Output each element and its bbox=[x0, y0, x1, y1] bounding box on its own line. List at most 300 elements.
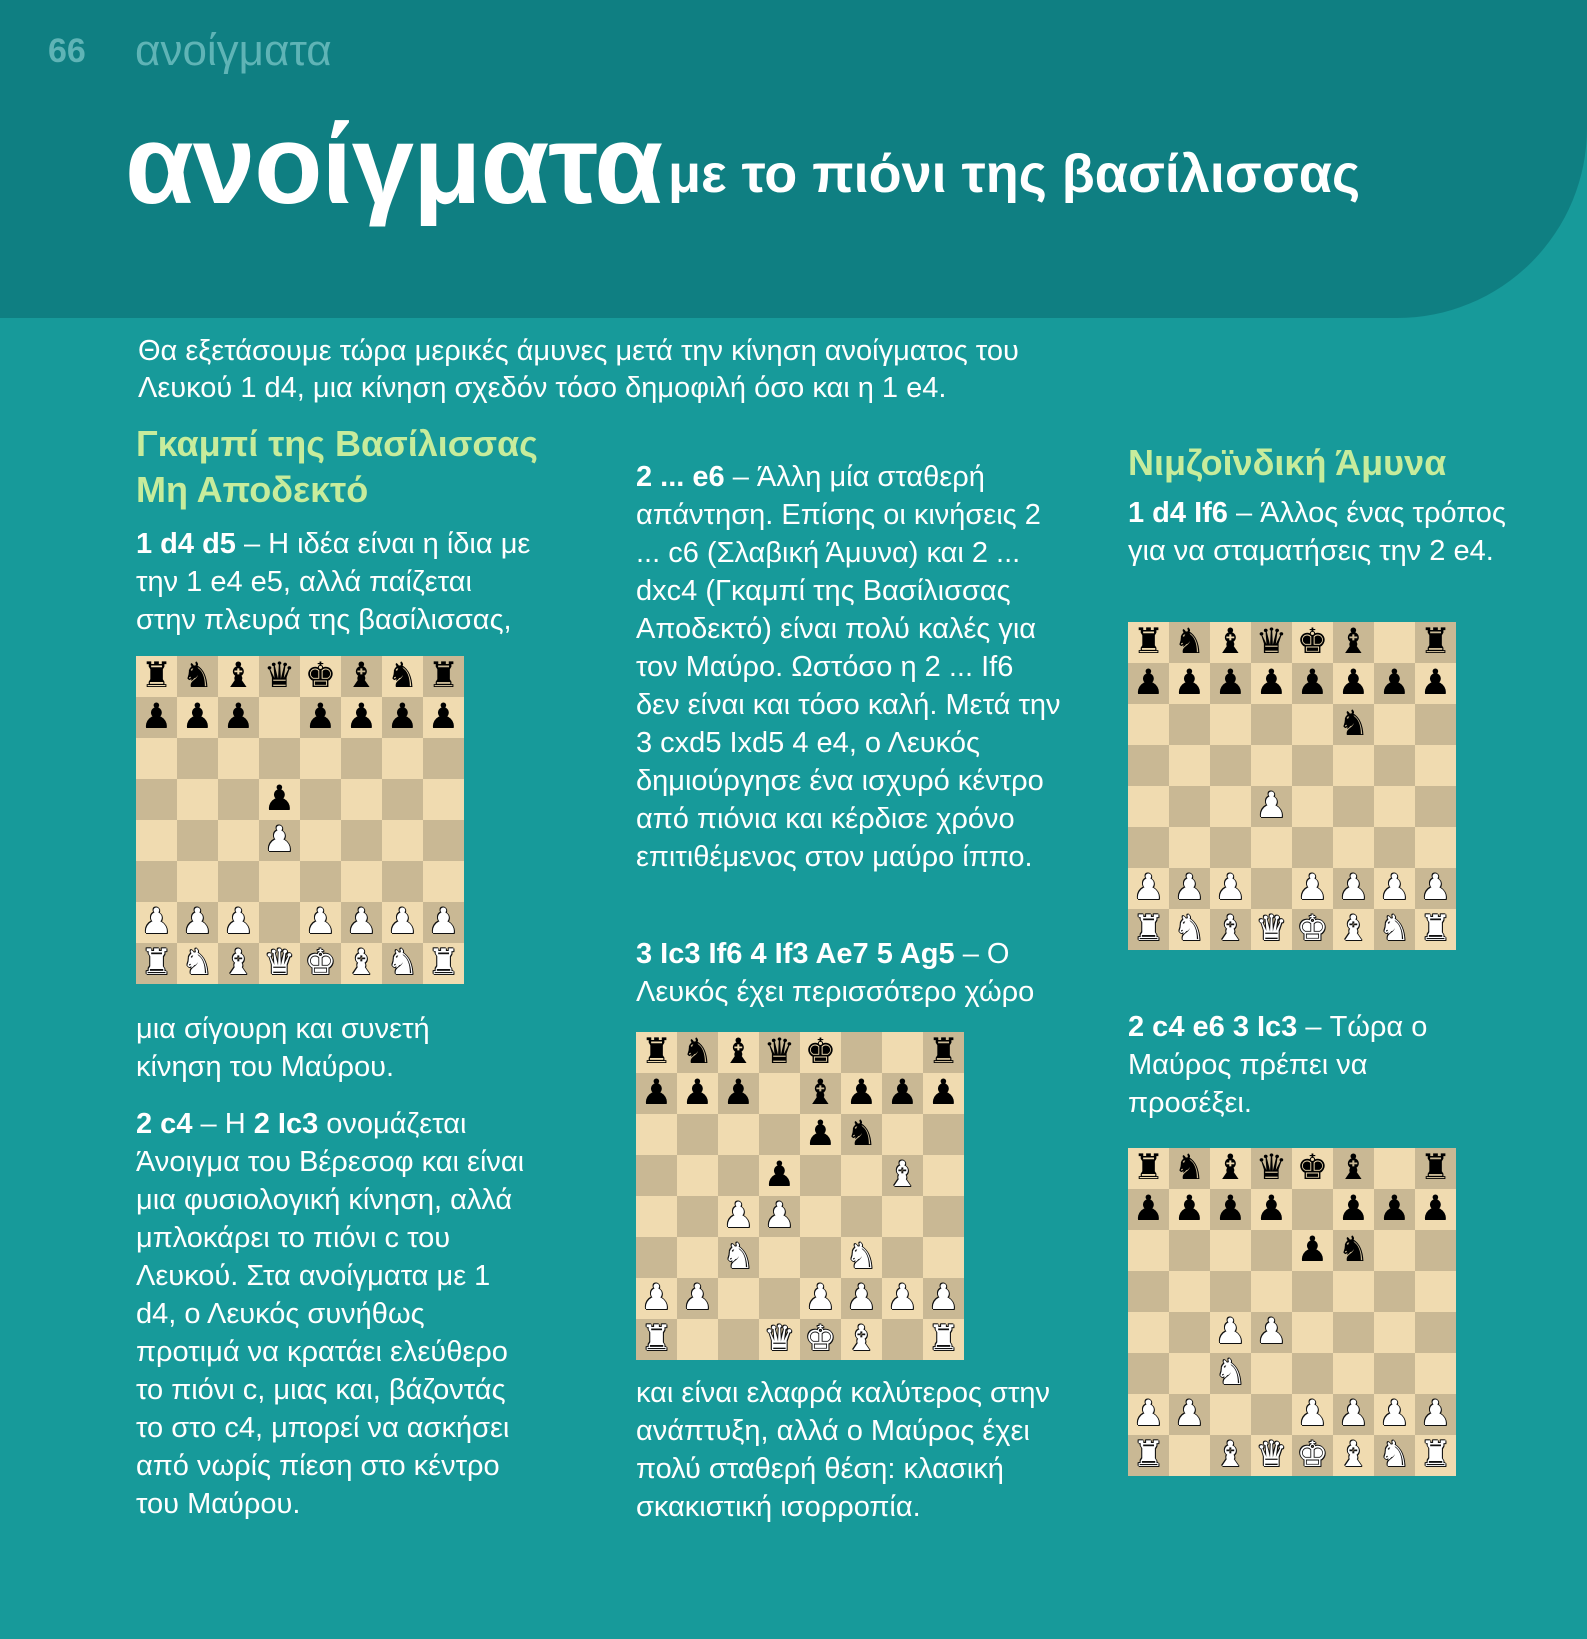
chess-board-1 bbox=[136, 656, 464, 984]
move-notation: 1 d4 If6 bbox=[1128, 497, 1228, 529]
board-square bbox=[1210, 1312, 1251, 1353]
board-square bbox=[923, 1032, 964, 1073]
board-square bbox=[1415, 827, 1456, 868]
board-square bbox=[1169, 1435, 1210, 1476]
board-square bbox=[1292, 1148, 1333, 1189]
board-square bbox=[1210, 1148, 1251, 1189]
board-square bbox=[1415, 1230, 1456, 1271]
board-square bbox=[1292, 1435, 1333, 1476]
white-king-icon: ♚ bbox=[304, 943, 337, 983]
move-notation: 1 d4 d5 bbox=[136, 528, 236, 560]
board-square bbox=[1374, 827, 1415, 868]
white-pawn-icon: ♟ bbox=[1214, 1312, 1247, 1352]
board-square bbox=[1374, 1435, 1415, 1476]
board-square bbox=[1210, 909, 1251, 950]
black-bishop-icon: ♝ bbox=[804, 1073, 837, 1113]
board-square bbox=[800, 1278, 841, 1319]
white-pawn-icon: ♟ bbox=[1337, 868, 1370, 908]
board-square bbox=[1374, 1394, 1415, 1435]
board-square bbox=[1415, 1312, 1456, 1353]
white-bishop-icon: ♝ bbox=[1214, 909, 1247, 949]
board-square bbox=[177, 738, 218, 779]
black-pawn-icon: ♟ bbox=[1419, 1189, 1452, 1229]
board-square bbox=[177, 820, 218, 861]
white-pawn-icon: ♟ bbox=[181, 902, 214, 942]
board-square bbox=[1333, 663, 1374, 704]
running-title: ανοίγματα bbox=[135, 26, 332, 75]
board-square bbox=[800, 1196, 841, 1237]
white-rook-icon: ♜ bbox=[1419, 909, 1452, 949]
board-square bbox=[1374, 786, 1415, 827]
board-square bbox=[177, 943, 218, 984]
board-square bbox=[382, 738, 423, 779]
white-pawn-icon: ♟ bbox=[1255, 1312, 1288, 1352]
board-square bbox=[1169, 1230, 1210, 1271]
board-square bbox=[1251, 663, 1292, 704]
board-square bbox=[1333, 1189, 1374, 1230]
board-square bbox=[1251, 704, 1292, 745]
board-square bbox=[136, 697, 177, 738]
board-square bbox=[1415, 1353, 1456, 1394]
board-square bbox=[1374, 868, 1415, 909]
board-square bbox=[677, 1032, 718, 1073]
board-square bbox=[718, 1114, 759, 1155]
board-square bbox=[1210, 663, 1251, 704]
board-square bbox=[636, 1319, 677, 1360]
black-pawn-icon: ♟ bbox=[845, 1073, 878, 1113]
board-square bbox=[423, 820, 464, 861]
white-pawn-icon: ♟ bbox=[845, 1278, 878, 1318]
board-square bbox=[1292, 745, 1333, 786]
board-square bbox=[841, 1032, 882, 1073]
board-square bbox=[1251, 909, 1292, 950]
board-square bbox=[1415, 1189, 1456, 1230]
black-knight-icon: ♞ bbox=[1337, 704, 1370, 744]
board-square bbox=[882, 1155, 923, 1196]
heading-nimzo-indian: Νιμζοϊνδική Άμυνα bbox=[1128, 442, 1447, 483]
board-square bbox=[1169, 909, 1210, 950]
board-square bbox=[800, 1319, 841, 1360]
board-square bbox=[1251, 1148, 1292, 1189]
white-pawn-icon: ♟ bbox=[427, 902, 460, 942]
board-square bbox=[382, 656, 423, 697]
board-square bbox=[923, 1114, 964, 1155]
board-square bbox=[718, 1196, 759, 1237]
board-square bbox=[1128, 909, 1169, 950]
move-notation: 2 c4 bbox=[136, 1108, 193, 1140]
board-square bbox=[341, 902, 382, 943]
board-square bbox=[341, 779, 382, 820]
board-square bbox=[259, 779, 300, 820]
board-square bbox=[136, 861, 177, 902]
paragraph-text: – Η bbox=[200, 1108, 246, 1140]
board-square bbox=[759, 1155, 800, 1196]
board-square bbox=[1374, 745, 1415, 786]
board-square bbox=[1292, 1271, 1333, 1312]
board-square bbox=[341, 861, 382, 902]
board-square bbox=[841, 1237, 882, 1278]
board-square bbox=[1415, 663, 1456, 704]
white-king-icon: ♚ bbox=[804, 1319, 837, 1359]
board-square bbox=[259, 697, 300, 738]
board-square bbox=[300, 820, 341, 861]
board-square bbox=[1374, 704, 1415, 745]
board-square bbox=[882, 1278, 923, 1319]
board-square bbox=[341, 943, 382, 984]
board-square bbox=[636, 1196, 677, 1237]
board-square bbox=[718, 1155, 759, 1196]
board-square bbox=[759, 1278, 800, 1319]
board-square bbox=[1128, 1230, 1169, 1271]
black-knight-icon: ♞ bbox=[845, 1114, 878, 1154]
board-square bbox=[341, 697, 382, 738]
board-square bbox=[759, 1237, 800, 1278]
board-square bbox=[259, 943, 300, 984]
board-square bbox=[1128, 1394, 1169, 1435]
board-square bbox=[1333, 1353, 1374, 1394]
board-square bbox=[177, 861, 218, 902]
white-pawn-icon: ♟ bbox=[1132, 868, 1165, 908]
board-square bbox=[423, 902, 464, 943]
board-square bbox=[1292, 909, 1333, 950]
black-pawn-icon: ♟ bbox=[886, 1073, 919, 1113]
black-rook-icon: ♜ bbox=[1419, 1148, 1452, 1188]
board-square bbox=[382, 861, 423, 902]
black-king-icon: ♚ bbox=[1296, 1148, 1329, 1188]
board-square bbox=[1333, 622, 1374, 663]
black-queen-icon: ♛ bbox=[1255, 622, 1288, 662]
white-bishop-icon: ♝ bbox=[886, 1155, 919, 1195]
board-square bbox=[1251, 1435, 1292, 1476]
heading-line-1: Γκαμπί της Βασίλισσας bbox=[136, 423, 538, 464]
board-square bbox=[341, 738, 382, 779]
black-pawn-icon: ♟ bbox=[1214, 663, 1247, 703]
board-square bbox=[1210, 1271, 1251, 1312]
move-notation: 2 c4 e6 3 Ic3 bbox=[1128, 1011, 1298, 1043]
black-pawn-icon: ♟ bbox=[1296, 1230, 1329, 1270]
white-pawn-icon: ♟ bbox=[263, 820, 296, 860]
white-pawn-icon: ♟ bbox=[140, 902, 173, 942]
black-pawn-icon: ♟ bbox=[427, 697, 460, 737]
board-square bbox=[1333, 1230, 1374, 1271]
black-bishop-icon: ♝ bbox=[1214, 622, 1247, 662]
board-square bbox=[1374, 1148, 1415, 1189]
board-square bbox=[1333, 745, 1374, 786]
board-square bbox=[1128, 827, 1169, 868]
board-square bbox=[677, 1237, 718, 1278]
move-notation: 3 Ic3 If6 4 If3 Ae7 5 Ag5 bbox=[636, 938, 955, 970]
board-square bbox=[1169, 868, 1210, 909]
white-rook-icon: ♜ bbox=[1132, 1435, 1165, 1475]
black-king-icon: ♚ bbox=[304, 656, 337, 696]
board-square bbox=[800, 1237, 841, 1278]
chess-board-2 bbox=[636, 1032, 964, 1360]
board-square bbox=[1374, 1271, 1415, 1312]
white-pawn-icon: ♟ bbox=[1173, 1394, 1206, 1434]
board-square bbox=[382, 820, 423, 861]
board-square bbox=[1415, 704, 1456, 745]
page-number: 66 bbox=[48, 32, 86, 70]
board-square bbox=[800, 1155, 841, 1196]
white-pawn-icon: ♟ bbox=[1296, 1394, 1329, 1434]
board-square bbox=[259, 861, 300, 902]
black-knight-icon: ♞ bbox=[386, 656, 419, 696]
black-queen-icon: ♛ bbox=[1255, 1148, 1288, 1188]
board-square bbox=[300, 779, 341, 820]
board-square bbox=[177, 697, 218, 738]
board-square bbox=[882, 1032, 923, 1073]
board-square bbox=[923, 1278, 964, 1319]
board-square bbox=[382, 697, 423, 738]
black-pawn-icon: ♟ bbox=[386, 697, 419, 737]
white-pawn-icon: ♟ bbox=[345, 902, 378, 942]
black-pawn-icon: ♟ bbox=[763, 1155, 796, 1195]
board-square bbox=[1292, 1312, 1333, 1353]
board-square bbox=[1210, 1353, 1251, 1394]
black-bishop-icon: ♝ bbox=[1337, 622, 1370, 662]
board-square bbox=[1128, 663, 1169, 704]
paragraph-text: – Τώρα ο Μαύρος πρέπει να προσέξει. bbox=[1128, 1011, 1428, 1119]
board-square bbox=[841, 1278, 882, 1319]
paragraph-text-2: ονομάζεται Άνοιγμα του Βέρεσοφ και είναι μια φυσιολογική κίνηση, αλλά μπλοκάρει το πιόνι c του Λευκού. Στα ανοίγματα με 1 d4, ο Λευκός συνήθως προτιμά να κρατάει ελεύθερο το πιόνι c, μιας και, βάζοντάς το στο c4, μπορεί να ασκήσει από νωρίς πίεση στο κέντρο του Μαύρου. bbox=[136, 1108, 525, 1520]
black-pawn-icon: ♟ bbox=[1132, 1189, 1165, 1229]
white-knight-icon: ♞ bbox=[722, 1237, 755, 1277]
board-square bbox=[1292, 704, 1333, 745]
board-square bbox=[1292, 1189, 1333, 1230]
board-square bbox=[1169, 622, 1210, 663]
black-pawn-icon: ♟ bbox=[1337, 663, 1370, 703]
board-square bbox=[841, 1155, 882, 1196]
board-square bbox=[636, 1073, 677, 1114]
board-square bbox=[382, 902, 423, 943]
col2-paragraph-3: και είναι ελαφρά καλύτερος στην ανάπτυξη, αλλά ο Μαύρος έχει πολύ σταθερή θέση: κλασική σκακιστική ισορροπία. bbox=[636, 1377, 1051, 1523]
board-square bbox=[1251, 745, 1292, 786]
board-square bbox=[1292, 1230, 1333, 1271]
white-knight-icon: ♞ bbox=[1214, 1353, 1247, 1393]
board-square bbox=[1374, 1312, 1415, 1353]
white-bishop-icon: ♝ bbox=[1337, 909, 1370, 949]
white-bishop-icon: ♝ bbox=[345, 943, 378, 983]
board-square bbox=[1169, 1353, 1210, 1394]
white-pawn-icon: ♟ bbox=[1255, 786, 1288, 826]
move-notation-2: 2 Ic3 bbox=[253, 1108, 319, 1140]
black-knight-icon: ♞ bbox=[1173, 622, 1206, 662]
black-pawn-icon: ♟ bbox=[1378, 1189, 1411, 1229]
board-square bbox=[218, 738, 259, 779]
board-square bbox=[1333, 1271, 1374, 1312]
board-square bbox=[1210, 1189, 1251, 1230]
board-square bbox=[1169, 1312, 1210, 1353]
board-square bbox=[136, 656, 177, 697]
chess-board-3 bbox=[1128, 622, 1456, 950]
white-pawn-icon: ♟ bbox=[1173, 868, 1206, 908]
white-pawn-icon: ♟ bbox=[681, 1278, 714, 1318]
black-rook-icon: ♜ bbox=[427, 656, 460, 696]
black-pawn-icon: ♟ bbox=[1173, 1189, 1206, 1229]
board-square bbox=[259, 738, 300, 779]
white-pawn-icon: ♟ bbox=[763, 1196, 796, 1236]
white-knight-icon: ♞ bbox=[845, 1237, 878, 1277]
board-square bbox=[1333, 786, 1374, 827]
black-pawn-icon: ♟ bbox=[140, 697, 173, 737]
board-square bbox=[423, 738, 464, 779]
board-square bbox=[1415, 622, 1456, 663]
white-knight-icon: ♞ bbox=[1378, 909, 1411, 949]
board-square bbox=[1292, 786, 1333, 827]
board-square bbox=[300, 902, 341, 943]
black-pawn-icon: ♟ bbox=[263, 779, 296, 819]
black-pawn-icon: ♟ bbox=[1378, 663, 1411, 703]
board-square bbox=[759, 1319, 800, 1360]
black-bishop-icon: ♝ bbox=[1337, 1148, 1370, 1188]
white-pawn-icon: ♟ bbox=[886, 1278, 919, 1318]
white-pawn-icon: ♟ bbox=[640, 1278, 673, 1318]
black-pawn-icon: ♟ bbox=[722, 1073, 755, 1113]
board-square bbox=[1128, 1353, 1169, 1394]
board-square bbox=[1128, 1271, 1169, 1312]
black-pawn-icon: ♟ bbox=[681, 1073, 714, 1113]
board-square bbox=[423, 943, 464, 984]
board-square bbox=[759, 1032, 800, 1073]
board-square bbox=[1169, 786, 1210, 827]
black-bishop-icon: ♝ bbox=[345, 656, 378, 696]
board-square bbox=[218, 820, 259, 861]
black-pawn-icon: ♟ bbox=[1132, 663, 1165, 703]
board-square bbox=[382, 943, 423, 984]
white-queen-icon: ♛ bbox=[1255, 1435, 1288, 1475]
board-square bbox=[300, 656, 341, 697]
white-pawn-icon: ♟ bbox=[1419, 868, 1452, 908]
board-square bbox=[1292, 1353, 1333, 1394]
black-pawn-icon: ♟ bbox=[927, 1073, 960, 1113]
paragraph-text: – Άλλη μία σταθερή απάντηση. Επίσης οι κινήσεις 2 ... c6 (Σλαβική Άμυνα) και 2 ... dxc4 (Γκαμπί της Βασίλισσας Αποδεκτό) είναι πολύ καλές για τον Μαύρο. Ωστόσο η 2 ... If6 δεν είναι και τόσο καλή. Μετά την 3 cxd5 Ixd5 4 e4, ο Λευκός δημιούργησε ένα ισχυρό κέντρο από πιόνια και κέρδισε χρόνο επιτιθέμενος στον μαύρο ίππο. bbox=[636, 461, 1061, 873]
board-square bbox=[718, 1032, 759, 1073]
board-square bbox=[882, 1319, 923, 1360]
col2-paragraph-2 bbox=[636, 935, 1071, 1011]
white-knight-icon: ♞ bbox=[386, 943, 419, 983]
board-square bbox=[636, 1278, 677, 1319]
board-square bbox=[1415, 1148, 1456, 1189]
board-square bbox=[1210, 786, 1251, 827]
board-square bbox=[218, 697, 259, 738]
white-pawn-icon: ♟ bbox=[304, 902, 337, 942]
black-rook-icon: ♜ bbox=[1132, 1148, 1165, 1188]
board-square bbox=[718, 1278, 759, 1319]
board-square bbox=[218, 779, 259, 820]
board-square bbox=[1251, 1394, 1292, 1435]
white-pawn-icon: ♟ bbox=[1132, 1394, 1165, 1434]
board-square bbox=[1251, 868, 1292, 909]
board-square bbox=[1374, 1230, 1415, 1271]
white-pawn-icon: ♟ bbox=[386, 902, 419, 942]
board-square bbox=[1251, 1312, 1292, 1353]
board-square bbox=[1251, 1271, 1292, 1312]
black-bishop-icon: ♝ bbox=[722, 1032, 755, 1072]
board-square bbox=[1169, 663, 1210, 704]
board-square bbox=[677, 1319, 718, 1360]
black-queen-icon: ♛ bbox=[763, 1032, 796, 1072]
black-knight-icon: ♞ bbox=[1337, 1230, 1370, 1270]
board-square bbox=[1128, 1189, 1169, 1230]
black-rook-icon: ♜ bbox=[140, 656, 173, 696]
board-square bbox=[1415, 868, 1456, 909]
black-knight-icon: ♞ bbox=[181, 656, 214, 696]
black-pawn-icon: ♟ bbox=[1255, 663, 1288, 703]
board-square bbox=[1128, 745, 1169, 786]
board-square bbox=[923, 1237, 964, 1278]
board-square bbox=[677, 1155, 718, 1196]
board-square bbox=[177, 779, 218, 820]
board-square bbox=[1415, 745, 1456, 786]
col1-paragraph-2: μια σίγουρη και συνετή κίνηση του Μαύρου. bbox=[136, 1013, 430, 1083]
white-king-icon: ♚ bbox=[1296, 1435, 1329, 1475]
white-pawn-icon: ♟ bbox=[722, 1196, 755, 1236]
board-square bbox=[1128, 786, 1169, 827]
black-knight-icon: ♞ bbox=[1173, 1148, 1206, 1188]
heading-queens-gambit-declined bbox=[136, 421, 566, 513]
board-square bbox=[136, 779, 177, 820]
board-square bbox=[1333, 1312, 1374, 1353]
paragraph-text: – Ο Λευκός έχει περισσότερο χώρο bbox=[636, 938, 1035, 1008]
black-rook-icon: ♜ bbox=[1419, 622, 1452, 662]
board-square bbox=[882, 1114, 923, 1155]
board-square bbox=[1292, 1394, 1333, 1435]
black-bishop-icon: ♝ bbox=[1214, 1148, 1247, 1188]
board-square bbox=[177, 902, 218, 943]
board-square bbox=[923, 1155, 964, 1196]
board-square bbox=[1292, 827, 1333, 868]
move-notation: 2 ... e6 bbox=[636, 461, 725, 493]
white-pawn-icon: ♟ bbox=[804, 1278, 837, 1318]
board-square bbox=[136, 943, 177, 984]
board-square bbox=[1210, 704, 1251, 745]
board-square bbox=[882, 1237, 923, 1278]
board-square bbox=[1169, 1394, 1210, 1435]
board-square bbox=[1251, 827, 1292, 868]
board-square bbox=[1333, 1148, 1374, 1189]
board-square bbox=[423, 656, 464, 697]
black-pawn-icon: ♟ bbox=[640, 1073, 673, 1113]
black-knight-icon: ♞ bbox=[681, 1032, 714, 1072]
board-square bbox=[1251, 786, 1292, 827]
col1-paragraph-1 bbox=[136, 525, 531, 639]
board-square bbox=[759, 1196, 800, 1237]
board-square bbox=[136, 820, 177, 861]
board-square bbox=[800, 1114, 841, 1155]
black-pawn-icon: ♟ bbox=[1214, 1189, 1247, 1229]
board-square bbox=[1333, 1435, 1374, 1476]
black-pawn-icon: ♟ bbox=[304, 697, 337, 737]
board-square bbox=[1169, 1189, 1210, 1230]
board-square bbox=[259, 820, 300, 861]
board-square bbox=[841, 1114, 882, 1155]
white-knight-icon: ♞ bbox=[181, 943, 214, 983]
heading-line-2: Μη Αποδεκτό bbox=[136, 469, 369, 510]
white-pawn-icon: ♟ bbox=[927, 1278, 960, 1318]
white-rook-icon: ♜ bbox=[1419, 1435, 1452, 1475]
board-square bbox=[1374, 909, 1415, 950]
board-square bbox=[1169, 1271, 1210, 1312]
board-square bbox=[1292, 663, 1333, 704]
board-square bbox=[718, 1319, 759, 1360]
board-square bbox=[1210, 745, 1251, 786]
black-pawn-icon: ♟ bbox=[1255, 1189, 1288, 1229]
board-square bbox=[882, 1196, 923, 1237]
white-pawn-icon: ♟ bbox=[222, 902, 255, 942]
board-square bbox=[382, 779, 423, 820]
board-square bbox=[1210, 1435, 1251, 1476]
board-square bbox=[1210, 1230, 1251, 1271]
